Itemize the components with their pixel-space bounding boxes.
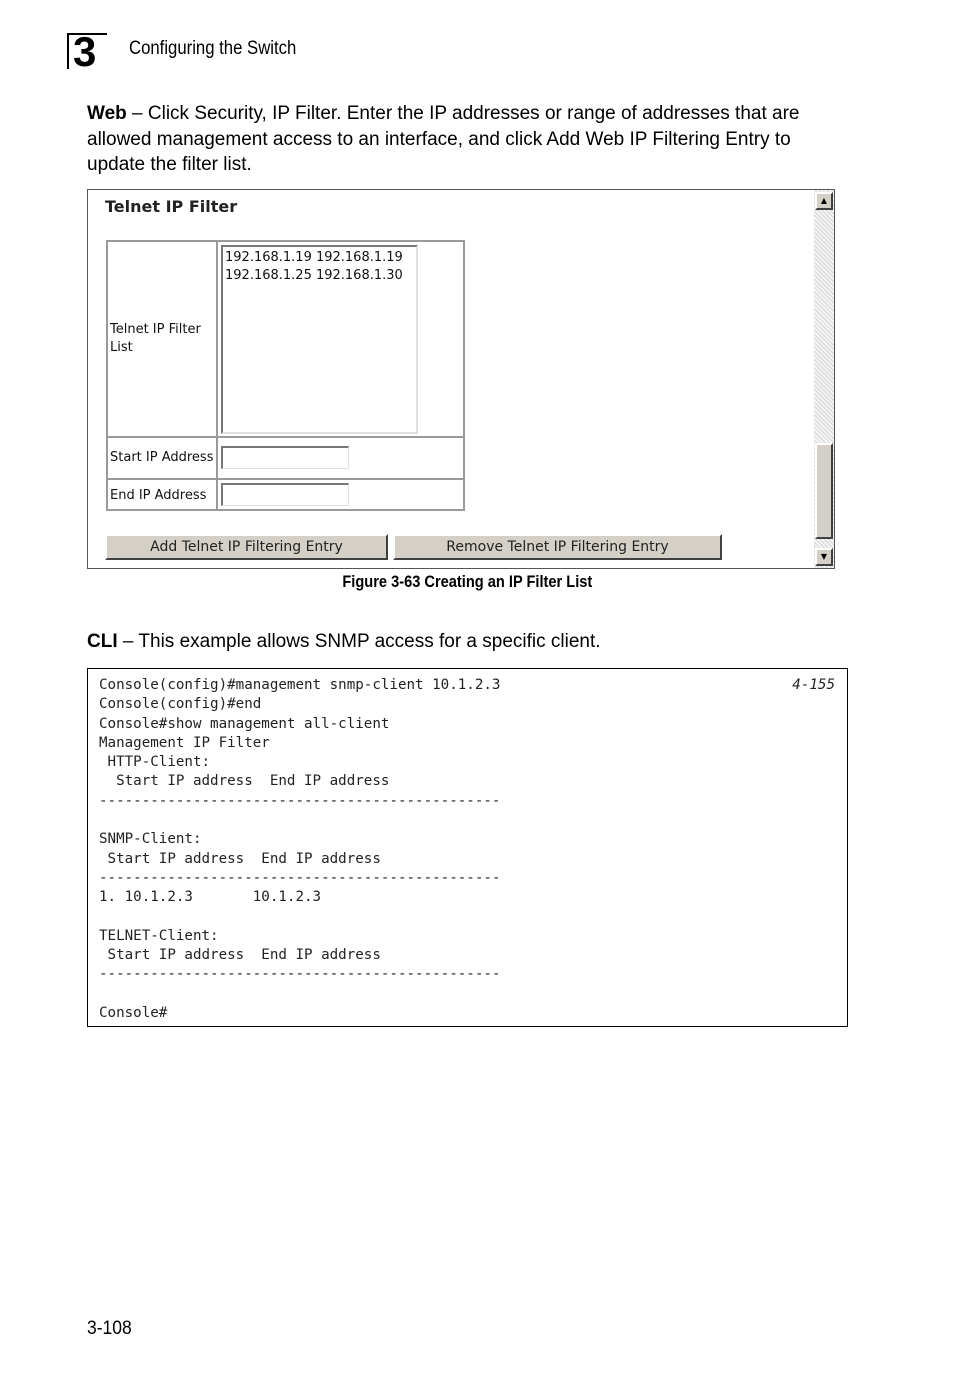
figure-caption-text: Figure 3-63 Creating an IP Filter List — [342, 572, 592, 591]
figure-caption — [0, 572, 934, 592]
code-line: Console(config)#end — [99, 696, 262, 713]
web-instructions-text: – Click Security, IP Filter. Enter the IP addresses or range of addresses that are allowed management access to an interface, and click Add Web IP Filtering Entry to update the filter list. — [87, 103, 800, 175]
code-line: Console(config)#management snmp-client 10.1.2.3 4-155 — [99, 676, 836, 695]
code-line: ----------------------------------------------- — [99, 966, 501, 983]
filter-list-row — [108, 242, 463, 438]
cli-instructions-text: – This example allows SNMP access for a specific client. — [117, 631, 601, 652]
code-line — [99, 908, 836, 927]
code-line: Start IP address End IP address — [99, 947, 381, 964]
code-line: Console# — [99, 1005, 168, 1022]
end-ip-input[interactable] — [221, 483, 349, 506]
chapter-number: 3 — [73, 28, 97, 75]
page-number: 3-108 — [87, 1318, 132, 1339]
code-line: SNMP-Client: — [99, 831, 202, 848]
filter-list-box[interactable] — [221, 245, 418, 434]
scroll-down-icon[interactable]: ▼ — [815, 548, 833, 566]
vertical-scrollbar[interactable] — [814, 190, 834, 568]
filter-list-label: Telnet IP Filter List — [108, 242, 218, 436]
start-ip-row — [108, 438, 463, 480]
start-ip-label: Start IP Address — [108, 438, 218, 478]
list-item[interactable]: 192.168.1.25 192.168.1.30 — [225, 268, 403, 283]
end-ip-label: End IP Address — [108, 480, 218, 511]
cli-instructions — [87, 629, 847, 655]
code-line: ----------------------------------------------- — [99, 869, 501, 886]
scrollbar-thumb[interactable] — [815, 443, 833, 539]
code-line — [99, 811, 836, 830]
code-line — [99, 985, 836, 1004]
web-instructions — [87, 101, 847, 178]
telnet-ip-filter-screenshot — [87, 189, 835, 569]
web-label: Web — [87, 103, 127, 124]
cli-label: CLI — [87, 631, 118, 652]
code-line: Start IP address End IP address — [99, 773, 390, 790]
scroll-up-icon[interactable]: ▲ — [815, 192, 833, 210]
code-line: Console#show management all-client — [99, 715, 390, 732]
command-reference: 4-155 — [792, 677, 835, 693]
code-line: TELNET-Client: — [99, 927, 219, 944]
end-ip-row — [108, 480, 463, 511]
remove-filter-button[interactable]: Remove Telnet IP Filtering Entry — [393, 534, 722, 560]
filter-form-table — [106, 240, 465, 511]
code-line: 1. 10.1.2.3 10.1.2.3 — [99, 889, 322, 906]
start-ip-input[interactable] — [221, 446, 349, 469]
add-filter-button[interactable]: Add Telnet IP Filtering Entry — [105, 534, 388, 560]
chapter-badge — [67, 28, 107, 75]
code-line: HTTP-Client: — [99, 754, 211, 771]
cli-code-block — [87, 668, 848, 1027]
panel-title: Telnet IP Filter — [105, 197, 238, 216]
list-item[interactable]: 192.168.1.19 192.168.1.19 — [225, 250, 403, 265]
running-header: Configuring the Switch — [129, 38, 297, 59]
code-line: Management IP Filter — [99, 734, 270, 751]
code-line: Start IP address End IP address — [99, 850, 381, 867]
code-line: ----------------------------------------------- — [99, 792, 501, 809]
